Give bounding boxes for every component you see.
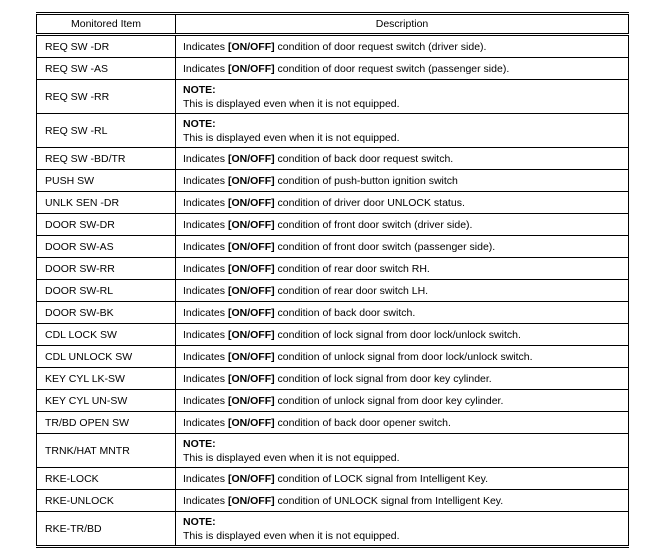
desc-onoff: [ON/OFF] [227, 350, 275, 363]
monitored-item-cell: DOOR SW-BK [37, 302, 176, 324]
description-cell [176, 368, 629, 390]
desc-text: Indicates [183, 494, 228, 507]
description-cell [176, 434, 629, 468]
table-row [37, 114, 629, 148]
desc-text: Indicates [183, 394, 228, 407]
desc-text: condition of back door switch. [274, 306, 416, 319]
note-label: NOTE: [183, 83, 216, 96]
description-cell [176, 258, 629, 280]
note-label: NOTE: [183, 515, 216, 528]
monitored-item-cell: DOOR SW-AS [37, 236, 176, 258]
desc-text: condition of door request switch (driver side). [274, 40, 487, 53]
monitored-item-cell: REQ SW -RL [37, 114, 176, 148]
note-label: NOTE: [183, 117, 216, 130]
monitored-item-cell: UNLK SEN -DR [37, 192, 176, 214]
description-cell [176, 324, 629, 346]
desc-text: condition of rear door switch RH. [274, 262, 430, 275]
table-row [37, 412, 629, 434]
desc-text: Indicates [183, 62, 228, 75]
description-cell [176, 346, 629, 368]
monitored-item-cell: REQ SW -BD/TR [37, 148, 176, 170]
desc-text: Indicates [183, 40, 228, 53]
monitored-item-cell: DOOR SW-DR [37, 214, 176, 236]
desc-text: condition of front door switch (passenger side). [274, 240, 496, 253]
desc-onoff: [ON/OFF] [227, 494, 275, 507]
desc-text: condition of back door request switch. [274, 152, 454, 165]
table-row [37, 148, 629, 170]
table-row [37, 80, 629, 114]
table-row [37, 434, 629, 468]
description-cell [176, 490, 629, 512]
note-text: This is displayed even when it is not equipped. [183, 451, 400, 464]
table-row [37, 302, 629, 324]
desc-text: Indicates [183, 240, 228, 253]
table-row [37, 58, 629, 80]
desc-text: Indicates [183, 416, 228, 429]
desc-text: Indicates [183, 174, 228, 187]
description-cell [176, 35, 629, 58]
table-row [37, 368, 629, 390]
table-row [37, 324, 629, 346]
desc-text: condition of lock signal from door lock/unlock switch. [274, 328, 521, 341]
desc-text: Indicates [183, 350, 228, 363]
desc-onoff: [ON/OFF] [227, 472, 275, 485]
desc-text: condition of UNLOCK signal from Intelligent Key. [274, 494, 504, 507]
monitored-item-cell: TR/BD OPEN SW [37, 412, 176, 434]
table-row [37, 170, 629, 192]
monitored-item-cell: KEY CYL UN-SW [37, 390, 176, 412]
desc-text: condition of LOCK signal from Intelligent Key. [274, 472, 489, 485]
desc-onoff: [ON/OFF] [227, 152, 275, 165]
desc-onoff: [ON/OFF] [227, 394, 275, 407]
description-cell [176, 114, 629, 148]
description-cell [176, 390, 629, 412]
monitored-item-cell: REQ SW -AS [37, 58, 176, 80]
monitored-item-cell: RKE-UNLOCK [37, 490, 176, 512]
table-row [37, 390, 629, 412]
monitored-item-cell: TRNK/HAT MNTR [37, 434, 176, 468]
desc-text: Indicates [183, 306, 228, 319]
description-cell [176, 214, 629, 236]
monitored-item-cell: RKE-TR/BD [37, 512, 176, 547]
description-cell [176, 412, 629, 434]
monitored-item-cell: PUSH SW [37, 170, 176, 192]
description-cell [176, 58, 629, 80]
monitored-items-table [36, 12, 629, 548]
monitored-item-cell: DOOR SW-RL [37, 280, 176, 302]
monitored-item-cell: CDL LOCK SW [37, 324, 176, 346]
monitored-item-cell: REQ SW -DR [37, 35, 176, 58]
table-row [37, 490, 629, 512]
desc-text: condition of driver door UNLOCK status. [274, 196, 465, 209]
monitored-item-cell: DOOR SW-RR [37, 258, 176, 280]
desc-text: condition of door request switch (passenger side). [274, 62, 510, 75]
table-row [37, 236, 629, 258]
desc-onoff: [ON/OFF] [227, 218, 275, 231]
desc-onoff: [ON/OFF] [227, 240, 275, 253]
monitored-item-cell: RKE-LOCK [37, 468, 176, 490]
table-row [37, 214, 629, 236]
description-cell [176, 148, 629, 170]
desc-onoff: [ON/OFF] [227, 62, 275, 75]
desc-text: Indicates [183, 262, 228, 275]
monitored-item-cell: CDL UNLOCK SW [37, 346, 176, 368]
description-cell [176, 80, 629, 114]
desc-text: Indicates [183, 472, 228, 485]
header-monitored-item: Monitored Item [37, 14, 176, 35]
desc-text: Indicates [183, 152, 228, 165]
table-row [37, 512, 629, 547]
header-description: Description [176, 14, 629, 35]
note-text: This is displayed even when it is not equipped. [183, 529, 400, 542]
table-row [37, 280, 629, 302]
desc-onoff: [ON/OFF] [227, 328, 275, 341]
description-cell [176, 236, 629, 258]
desc-text: condition of lock signal from door key cylinder. [274, 372, 492, 385]
desc-text: Indicates [183, 372, 228, 385]
note-text: This is displayed even when it is not equipped. [183, 131, 400, 144]
description-cell [176, 280, 629, 302]
desc-onoff: [ON/OFF] [227, 372, 275, 385]
desc-text: Indicates [183, 196, 228, 209]
table-row [37, 468, 629, 490]
table-row [37, 192, 629, 214]
monitored-item-cell: REQ SW -RR [37, 80, 176, 114]
desc-text: condition of unlock signal from door lock/unlock switch. [274, 350, 533, 363]
description-cell [176, 192, 629, 214]
table-row [37, 35, 629, 58]
desc-onoff: [ON/OFF] [227, 416, 275, 429]
desc-text: condition of rear door switch LH. [274, 284, 429, 297]
desc-onoff: [ON/OFF] [227, 196, 275, 209]
table-row [37, 346, 629, 368]
monitored-item-cell: KEY CYL LK-SW [37, 368, 176, 390]
desc-onoff: [ON/OFF] [227, 262, 275, 275]
desc-text: Indicates [183, 284, 228, 297]
header-row [37, 14, 629, 35]
desc-text: condition of push-button ignition switch [274, 174, 458, 187]
description-cell [176, 512, 629, 547]
desc-text: Indicates [183, 328, 228, 341]
desc-onoff: [ON/OFF] [227, 40, 275, 53]
desc-text: condition of unlock signal from door key cylinder. [274, 394, 504, 407]
description-cell [176, 170, 629, 192]
desc-onoff: [ON/OFF] [227, 174, 275, 187]
description-cell [176, 468, 629, 490]
description-cell [176, 302, 629, 324]
desc-text: condition of front door switch (driver side). [274, 218, 473, 231]
note-text: This is displayed even when it is not equipped. [183, 97, 400, 110]
table-row [37, 258, 629, 280]
note-label: NOTE: [183, 437, 216, 450]
desc-onoff: [ON/OFF] [227, 306, 275, 319]
desc-onoff: [ON/OFF] [227, 284, 275, 297]
desc-text: condition of back door opener switch. [274, 416, 451, 429]
desc-text: Indicates [183, 218, 228, 231]
